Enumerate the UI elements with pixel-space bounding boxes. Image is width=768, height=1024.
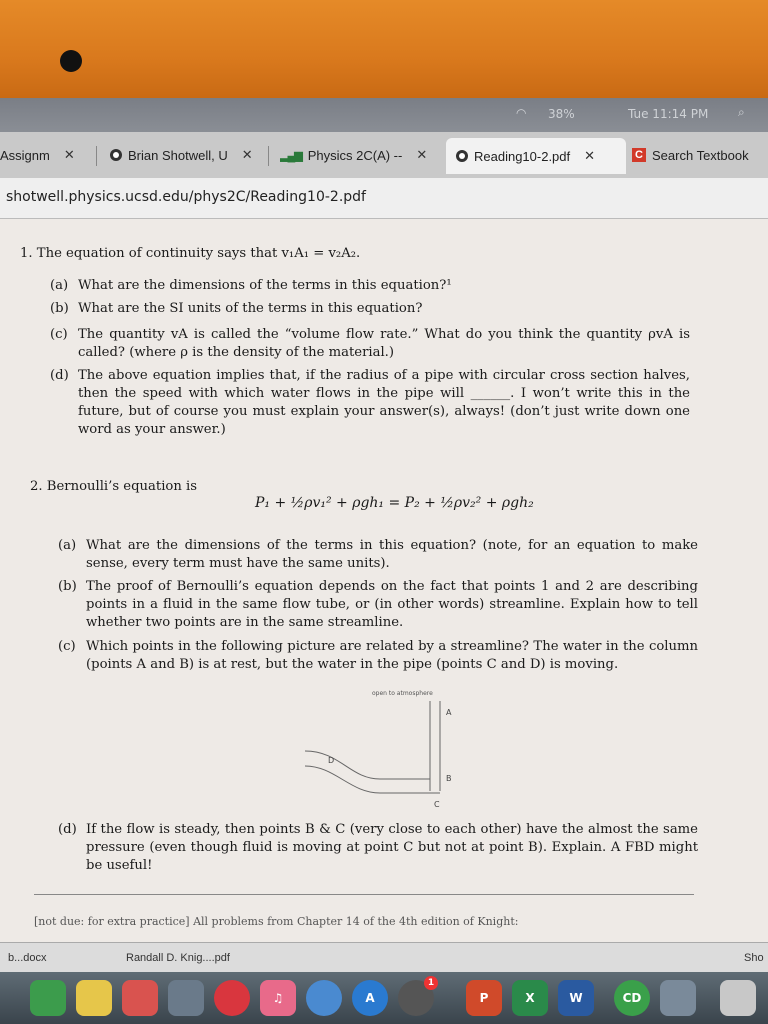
point-d-label: D <box>328 756 335 765</box>
address-bar[interactable] <box>0 178 768 219</box>
tab-separator <box>268 146 269 166</box>
tab-assignment[interactable] <box>0 142 92 168</box>
point-c-label: C <box>434 800 440 809</box>
menu-bar <box>0 98 768 132</box>
question-2a <box>58 537 698 573</box>
item-text: The proof of Bernoulli’s equation depends on the fact that points 1 and 2 are describing points in a fluid in the same flow tube, or (in other words) streamline. Explain how to tell whether two points are in the same streamline. <box>86 579 698 630</box>
bars-icon: ▂▄▆ <box>280 149 302 162</box>
diagram-note: open to atmosphere <box>372 690 433 697</box>
show-all-button[interactable]: Sho <box>744 952 764 964</box>
tab-reading10-2[interactable] <box>446 138 626 174</box>
point-a-label: A <box>446 708 452 717</box>
question-1b <box>50 300 690 318</box>
tab-physics-2c[interactable] <box>280 142 435 168</box>
downloads-bar <box>0 942 768 973</box>
cd-icon[interactable]: CD <box>614 980 650 1016</box>
camera-icon <box>60 50 82 72</box>
download-item-pdf[interactable]: Randall D. Knig....pdf <box>126 952 230 964</box>
item-text: What are the SI units of the terms in this equation? <box>78 301 423 316</box>
question-1a <box>50 277 690 295</box>
item-text: What are the dimensions of the terms in this equation? (note, for an equation to make sense, every term must have the same units). <box>86 538 698 571</box>
globe-icon <box>456 150 468 162</box>
word-icon[interactable]: W <box>558 980 594 1016</box>
app-icon[interactable] <box>122 980 158 1016</box>
close-icon[interactable]: ✕ <box>63 147 75 162</box>
close-icon[interactable]: ✕ <box>416 147 428 162</box>
pdf-page <box>0 219 768 942</box>
globe-icon <box>110 149 122 161</box>
app-icon[interactable] <box>214 980 250 1016</box>
app-icon[interactable] <box>660 980 696 1016</box>
item-label: (a) <box>50 278 69 293</box>
wifi-icon[interactable]: ◠ <box>516 106 527 120</box>
tab-label: Assignm <box>0 147 50 163</box>
app-store-icon[interactable]: A <box>352 980 388 1016</box>
bernoulli-equation: P₁ + ½ρv₁² + ρgh₁ = P₂ + ½ρv₂² + ρgh₂ <box>255 495 534 511</box>
download-item-docx[interactable]: b...docx <box>8 952 47 964</box>
question-1d <box>50 367 690 439</box>
c-icon: C <box>632 148 646 162</box>
extra-practice-line: [not due: for extra practice] All problems from Chapter 14 of the 4th edition of Knight: <box>34 915 519 928</box>
app-icon[interactable] <box>306 980 342 1016</box>
trash-icon[interactable] <box>720 980 756 1016</box>
streamline-diagram <box>300 681 470 811</box>
tab-label: Brian Shotwell, U <box>128 147 228 163</box>
tab-separator <box>96 146 97 166</box>
powerpoint-icon[interactable]: P <box>466 980 502 1016</box>
tab-search-textbook[interactable] <box>632 142 768 168</box>
item-label: (c) <box>58 639 76 654</box>
point-b-label: B <box>446 774 452 783</box>
item-text: The above equation implies that, if the radius of a pipe with circular cross section halves, then the speed with which water flows in the pipe will ______. I won’t write this in the future, but of course you must explain your answer(s), always! (don’t just write down one word as your answer.) <box>78 368 690 437</box>
battery-percent[interactable]: 38% <box>548 107 575 121</box>
notification-badge: 1 <box>424 976 438 990</box>
section-divider <box>34 894 694 895</box>
item-text: The quantity vA is called the “volume flow rate.” What do you think the quantity ρvA is called? (where ρ is the density of the material.) <box>78 327 690 360</box>
item-label: (b) <box>58 579 77 594</box>
close-icon[interactable]: ✕ <box>241 147 253 162</box>
app-icon[interactable] <box>398 980 434 1016</box>
app-icon[interactable] <box>76 980 112 1016</box>
question-2d <box>58 821 698 875</box>
item-text: Which points in the following picture are related by a streamline? The water in the column (points A and B) is at rest, but the water in the pipe (points C and D) is moving. <box>86 639 698 672</box>
close-icon[interactable]: ✕ <box>584 148 596 163</box>
tab-label: Reading10-2.pdf <box>474 148 571 164</box>
question-1c <box>50 326 690 362</box>
item-label: (c) <box>50 327 68 342</box>
excel-icon[interactable]: X <box>512 980 548 1016</box>
tab-label: Physics 2C(A) -- <box>307 147 403 163</box>
item-label: (a) <box>58 538 77 553</box>
tab-bar <box>0 132 768 178</box>
item-text: What are the dimensions of the terms in this equation?¹ <box>78 278 452 293</box>
question-2c <box>58 638 698 674</box>
app-icon[interactable] <box>168 980 204 1016</box>
tab-brian-shotwell[interactable] <box>110 142 260 168</box>
item-label: (d) <box>58 822 77 837</box>
item-label: (b) <box>50 301 69 316</box>
clock[interactable]: Tue 11:14 PM <box>628 107 709 121</box>
item-text: If the flow is steady, then points B & C (very close to each other) have the almost the same pressure (even though fluid is moving at point C but not at point B). Explain. A FBD might be useful! <box>86 822 698 873</box>
music-icon[interactable]: ♫ <box>260 980 296 1016</box>
tab-label: Search Textbook <box>652 147 749 163</box>
search-icon[interactable]: ⌕ <box>738 105 745 119</box>
question-2-stem: 2. Bernoulli’s equation is <box>30 479 198 494</box>
dock <box>0 972 768 1024</box>
app-icon[interactable] <box>30 980 66 1016</box>
question-2b <box>58 578 698 632</box>
url-text[interactable]: shotwell.physics.ucsd.edu/phys2C/Reading10-2.pdf <box>6 189 366 205</box>
monitor-bezel <box>0 0 768 98</box>
question-1-stem: 1. The equation of continuity says that v₁A₁ = v₂A₂. <box>20 246 361 261</box>
item-label: (d) <box>50 368 69 383</box>
